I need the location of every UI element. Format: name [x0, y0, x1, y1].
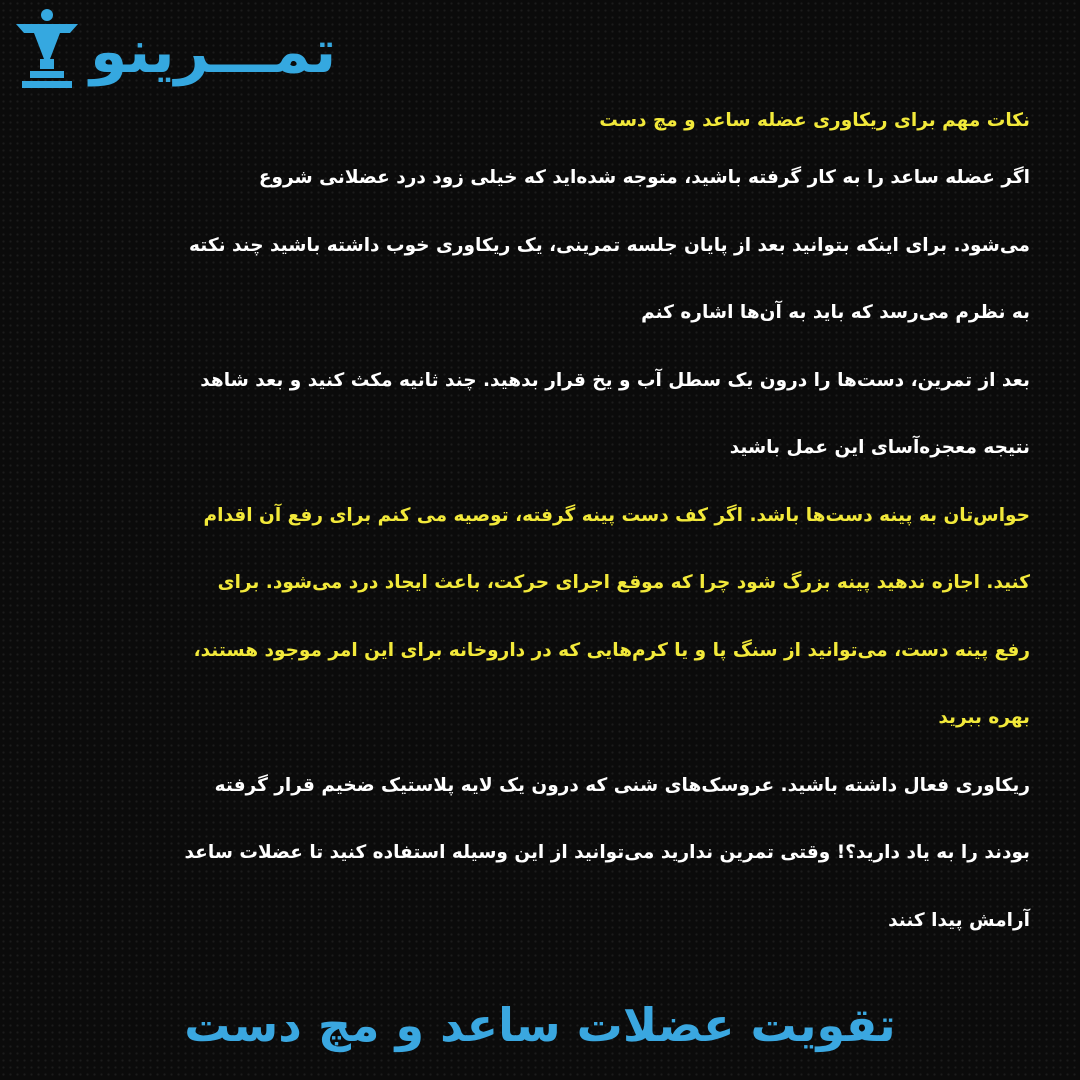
text-line: نتیجه معجزه‌آسای این عمل باشید	[729, 437, 1030, 458]
highlight-line: بهره ببرید	[938, 707, 1030, 728]
text-line: بودند را به یاد دارید؟! وقتی تمرین ندارید می‌توانید از این وسیله استفاده کنید تا عضلات ساعد	[184, 842, 1030, 863]
trophy-cup-icon	[10, 7, 84, 97]
text-line: آرامش پیدا کنند	[888, 909, 1030, 931]
article-title: نکات مهم برای ریکاوری عضله ساعد و مچ دست	[599, 110, 1030, 131]
text-line: می‌شود. برای اینکه بتوانید بعد از پایان جلسه تمرینی، یک ریکاوری خوب داشته باشید چند نکته	[189, 234, 1030, 256]
text-line: به نظرم می‌رسد که باید به آن‌ها اشاره کنم	[641, 302, 1030, 323]
text-line: اگر عضله ساعد را به کار گرفته باشید، متوجه شده‌اید که خیلی زود درد عضلانی شروع	[258, 167, 1030, 188]
highlight-line: حواس‌تان به پینه دست‌ها باشد. اگر کف دست پینه گرفته، توصیه می کنم برای رفع آن اقدام	[203, 504, 1030, 526]
highlight-line: رفع پینه دست، می‌توانید از سنگ پا و یا کرم‌هایی که در داروخانه برای این امر موجود هستند،	[193, 639, 1030, 661]
footer-title: تقویت عضلات ساعد و مچ دست	[184, 998, 896, 1052]
highlight-line: کنید. اجازه ندهید پینه بزرگ شود چرا که موقع اجرای حرکت، باعث ایجاد درد می‌شود. برای	[217, 572, 1030, 593]
article-body	[50, 98, 1030, 954]
brand-name: تمـــرینو	[90, 17, 337, 87]
text-line: بعد از تمرین، دست‌ها را درون یک سطل آب و یخ قرار بدهید. چند ثانیه مکث کنید و بعد شاهد	[200, 369, 1030, 391]
brand-logo	[10, 6, 440, 98]
text-line: ریکاوری فعال داشته باشید. عروسک‌های شنی که درون یک لایه پلاستیک ضخیم قرار گرفته	[214, 774, 1030, 796]
